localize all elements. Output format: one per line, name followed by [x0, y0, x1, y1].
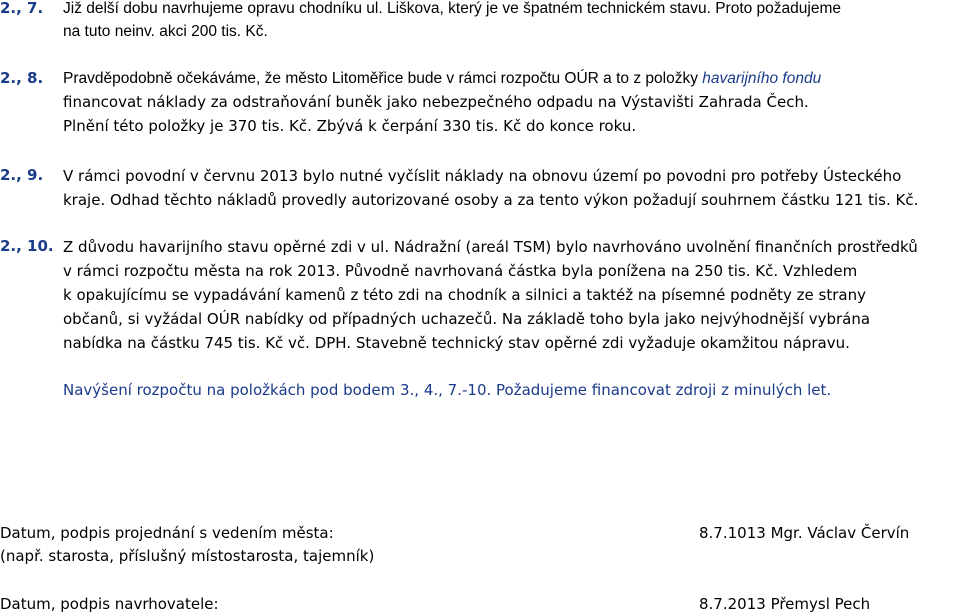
- projednani-label: Datum, podpis projednání s vedením města:: [0, 524, 334, 542]
- item-line-part: Pravděpodobně očekáváme, že město Litoměřice bude v rámci rozpočtu OÚR a to z položky: [63, 70, 703, 87]
- item-line: [63, 67, 955, 90]
- item-line: na tuto neinv. akci 200 tis. Kč.: [63, 23, 268, 40]
- item-number: 2., 7.: [0, 0, 44, 17]
- item-number: 2., 8.: [0, 69, 44, 87]
- projednani-value: 8.7.1013 Mgr. Václav Červín: [699, 524, 910, 542]
- havarijni-fond-link: havarijního fondu: [702, 70, 822, 87]
- item-text: [63, 235, 955, 355]
- summary-text: Navýšení rozpočtu na položkách pod bodem 3., 4., 7.-10. Požadujeme financovat zdroji z minulých let.: [63, 381, 832, 399]
- item-text: [63, 0, 955, 43]
- item-line: nabídka na částku 745 tis. Kč vč. DPH. Stavebně technický stav opěrné zdi vyžaduje okamžitou nápravu.: [63, 334, 850, 352]
- item-line: kraje. Odhad těchto nákladů provedly autorizované osoby a za tento výkon požadují souhrnem částku 121 tis. Kč.: [63, 191, 919, 209]
- navrhovatel-label: Datum, podpis navrhovatele:: [0, 595, 219, 613]
- item-line: občanů, si vyžádal OÚR nabídky od případných uchazečů. Na základě toho byla jako nejvýhodnější vybrána: [63, 310, 871, 328]
- item-text: [63, 67, 955, 138]
- item-line: financovat náklady za odstraňování buněk jako nebezpečného odpadu na Výstavišti Zahrada Čech.: [63, 93, 809, 111]
- item-number: 2., 10.: [0, 237, 54, 255]
- item-line: Plnění této položky je 370 tis. Kč. Zbývá k čerpání 330 tis. Kč do konce roku.: [63, 117, 637, 135]
- item-line: Již delší dobu navrhujeme opravu chodníku ul. Liškova, který je ve špatném technickém stavu. Proto požadujeme: [63, 0, 841, 17]
- item-line: v rámci rozpočtu města na rok 2013. Původně navrhovaná částka byla ponížena na 250 tis. Kč. Vzhledem: [63, 262, 858, 280]
- item-text: [63, 164, 955, 212]
- projednani-note: (např. starosta, příslušný místostarosta, tajemník): [0, 547, 375, 565]
- item-number: 2., 9.: [0, 166, 44, 184]
- item-line: k opakujícímu se vypadávání kamenů z této zdi na chodník a silnici a taktéž na písemné podněty ze strany: [63, 286, 866, 304]
- item-line: V rámci povodní v červnu 2013 bylo nutné vyčíslit náklady na obnovu území po povodni pro potřeby Ústeckého: [63, 167, 902, 185]
- navrhovatel-value: 8.7.2013 Přemysl Pech: [699, 595, 871, 613]
- item-line: Z důvodu havarijního stavu opěrné zdi v ul. Nádražní (areál TSM) bylo navrhováno uvolnění finančních prostředků: [63, 238, 918, 256]
